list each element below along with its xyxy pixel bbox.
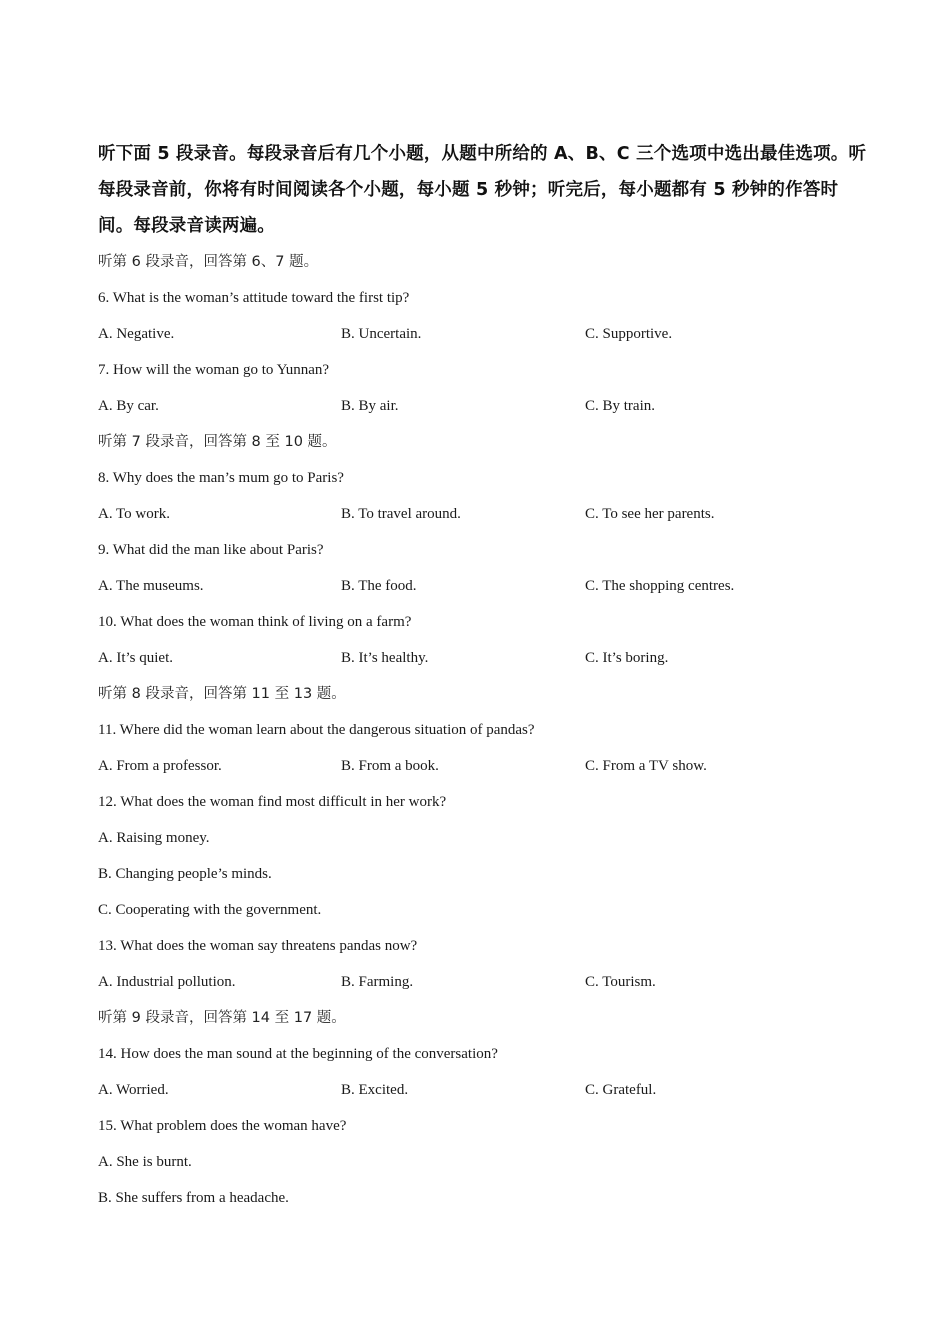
question-14: 14. How does the man sound at the beginning of the conversation?: [98, 1046, 498, 1062]
option-b: B. Changing people’s minds.: [98, 866, 272, 882]
question-8: 8. Why does the man’s mum go to Paris?: [98, 470, 344, 486]
option-a: A. Raising money.: [98, 830, 210, 846]
options-row: [98, 748, 868, 784]
option-c: C. The shopping centres.: [585, 578, 735, 594]
option-c: C. It’s boring.: [585, 650, 669, 666]
option-a: A. From a professor.: [98, 758, 222, 774]
question-12: 12. What does the woman find most difficult in her work?: [98, 794, 447, 810]
question-6: 6. What is the woman’s attitude toward the first tip?: [98, 290, 410, 306]
option-b: B. Excited.: [341, 1082, 409, 1098]
options-row: [98, 964, 868, 1000]
option-b: B. The food.: [341, 578, 417, 594]
question-11: 11. Where did the woman learn about the dangerous situation of pandas?: [98, 722, 535, 738]
options-row: [98, 1072, 868, 1108]
option-b: B. By air.: [341, 398, 399, 414]
option-a: A. Worried.: [98, 1082, 169, 1098]
option-a: A. The museums.: [98, 578, 204, 594]
question-9: 9. What did the man like about Paris?: [98, 542, 324, 558]
option-b: B. To travel around.: [341, 506, 461, 522]
question-10: 10. What does the woman think of living on a farm?: [98, 614, 412, 630]
option-c: C. From a TV show.: [585, 758, 707, 774]
option-c: C. Grateful.: [585, 1082, 657, 1098]
section-heading: 听第 8 段录音，回答第 11 至 13 题。: [98, 686, 346, 702]
options-row: [98, 568, 868, 604]
option-b: B. It’s healthy.: [341, 650, 429, 666]
options-row: [98, 316, 868, 352]
option-b: B. She suffers from a headache.: [98, 1190, 289, 1206]
section-heading: 听第 7 段录音，回答第 8 至 10 题。: [98, 434, 337, 450]
option-a: A. She is burnt.: [98, 1154, 192, 1170]
question-13: 13. What does the woman say threatens pandas now?: [98, 938, 418, 954]
option-b: B. Uncertain.: [341, 326, 422, 342]
option-b: B. From a book.: [341, 758, 439, 774]
exam-page: [98, 136, 868, 1216]
options-row: [98, 640, 868, 676]
section-instructions: 听下面 5 段录音。每段录音后有几个小题，从题中所给的 A、B、C 三个选项中选出最佳选项。听每段录音前，你将有时间阅读各个小题，每小题 5 秒钟；听完后，每小题都有 5 秒钟的作答时间。每段录音读两遍。: [98, 144, 867, 236]
option-a: A. It’s quiet.: [98, 650, 173, 666]
option-a: A. Negative.: [98, 326, 175, 342]
option-c: C. By train.: [585, 398, 655, 414]
question-15: 15. What problem does the woman have?: [98, 1118, 347, 1134]
option-c: C. Supportive.: [585, 326, 673, 342]
options-row: [98, 388, 868, 424]
option-b: B. Farming.: [341, 974, 414, 990]
option-c: C. Cooperating with the government.: [98, 902, 322, 918]
section-heading: 听第 6 段录音，回答第 6、7 题。: [98, 254, 319, 270]
option-a: A. By car.: [98, 398, 159, 414]
option-a: A. To work.: [98, 506, 171, 522]
option-c: C. To see her parents.: [585, 506, 715, 522]
option-c: C. Tourism.: [585, 974, 656, 990]
question-7: 7. How will the woman go to Yunnan?: [98, 362, 330, 378]
section-heading: 听第 9 段录音，回答第 14 至 17 题。: [98, 1010, 346, 1026]
options-row: [98, 496, 868, 532]
option-a: A. Industrial pollution.: [98, 974, 236, 990]
